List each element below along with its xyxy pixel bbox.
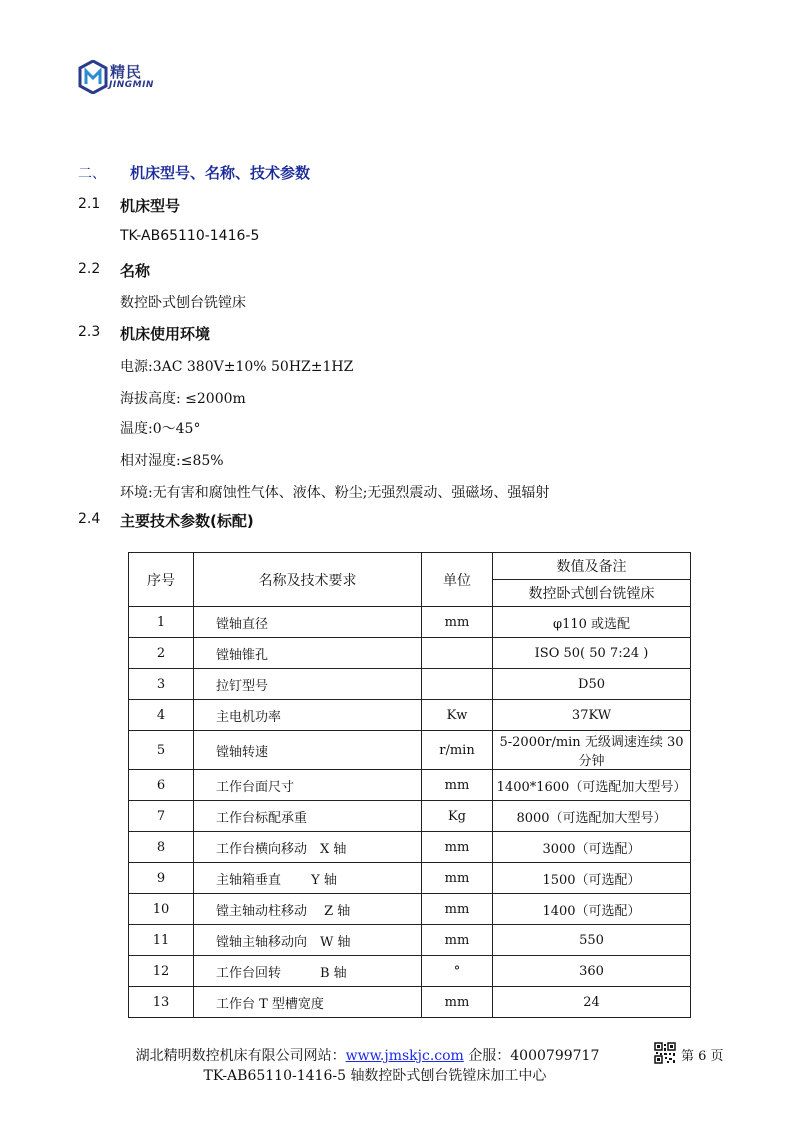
cell-value: 360: [493, 956, 691, 987]
header-name: 名称及技术要求: [194, 553, 422, 607]
table-row: [129, 925, 691, 956]
cell-name: 镗主轴动柱移动 Z 轴: [194, 894, 422, 925]
cell-value: 37KW: [493, 700, 691, 731]
machine-name: 数控卧式刨台铣镗床: [120, 295, 246, 311]
cell-no: 11: [129, 925, 194, 956]
section-number: 二、: [78, 166, 106, 182]
cell-value: 24: [493, 987, 691, 1018]
cell-no: 9: [129, 863, 194, 894]
cell-no: 4: [129, 700, 194, 731]
cell-value: 550: [493, 925, 691, 956]
logo-text-en: JINGMIN: [109, 80, 154, 90]
cell-unit: mm: [422, 987, 493, 1018]
cell-no: 10: [129, 894, 194, 925]
cell-value: 8000（可选配加大型号）: [493, 801, 691, 832]
env-conditions: 环境:无有害和腐蚀性气体、液体、粉尘;无强烈震动、强磁场、强辐射: [120, 485, 550, 501]
header-unit: 单位: [422, 553, 493, 607]
footer-subtitle-text: TK-AB65110-1416-5 轴数控卧式刨台铣镗床加工中心: [203, 1068, 547, 1084]
cell-unit: mm: [422, 607, 493, 638]
cell-no: 7: [129, 801, 194, 832]
cell-no: 6: [129, 770, 194, 801]
cell-no: 1: [129, 607, 194, 638]
section-title: 机床型号、名称、技术参数: [130, 164, 311, 182]
machine-model: TK-AB65110-1416-5: [120, 228, 260, 244]
cell-no: 5: [129, 731, 194, 770]
cell-name: 主轴箱垂直 Y 轴: [194, 863, 422, 894]
cell-unit: [422, 638, 493, 669]
table-row: [129, 770, 691, 801]
cell-value: D50: [493, 669, 691, 700]
item-title-2-3: 机床使用环境: [120, 325, 211, 343]
cell-name: 工作台横向移动 X 轴: [194, 832, 422, 863]
header-value-sub: 数控卧式刨台铣镗床: [493, 580, 691, 607]
cell-name: 工作台面尺寸: [194, 770, 422, 801]
cell-name: 镗轴直径: [194, 607, 422, 638]
cell-name: 镗轴主轴移动向 W 轴: [194, 925, 422, 956]
item-title-2-2: 名称: [120, 262, 151, 280]
cell-name: 拉钉型号: [194, 669, 422, 700]
cell-name: 镗轴转速: [194, 731, 422, 770]
cell-value: ISO 50( 50 7:24 ): [493, 638, 691, 669]
cell-name: 工作台标配承重: [194, 801, 422, 832]
spec-table: [128, 552, 691, 1018]
item-title-2-1: 机床型号: [120, 197, 181, 215]
page-number: 第 6 页: [681, 1049, 724, 1064]
cell-unit: mm: [422, 894, 493, 925]
cell-unit: °: [422, 956, 493, 987]
env-temperature: 温度:0～45°: [120, 421, 201, 437]
table-row: [129, 731, 691, 770]
footer-service: 企服：4000799717: [463, 1048, 600, 1064]
header-value-group: 数值及备注: [493, 553, 691, 580]
cell-no: 3: [129, 669, 194, 700]
cell-unit: Kw: [422, 700, 493, 731]
item-number-2-1: 2.1: [78, 196, 101, 212]
footer-contact: [0, 1045, 800, 1065]
cell-value: 3000（可选配）: [493, 832, 691, 863]
table-row: [129, 669, 691, 700]
cell-no: 12: [129, 956, 194, 987]
cell-value: 1400*1600（可选配加大型号）: [493, 770, 691, 801]
cell-name: 镗轴锥孔: [194, 638, 422, 669]
item-number-2-2: 2.2: [78, 261, 101, 277]
cell-unit: mm: [422, 925, 493, 956]
cell-no: 2: [129, 638, 194, 669]
cell-no: 13: [129, 987, 194, 1018]
cell-name: 工作台回转 B 轴: [194, 956, 422, 987]
env-humidity: 相对湿度:≤85%: [120, 453, 224, 469]
footer-company: 湖北精明数控机床有限公司网站：: [135, 1048, 346, 1064]
cell-name: 工作台 T 型槽宽度: [194, 987, 422, 1018]
table-row: [129, 700, 691, 731]
cell-unit: mm: [422, 863, 493, 894]
table-row: [129, 956, 691, 987]
cell-value: φ110 或选配: [493, 607, 691, 638]
table-row: [129, 832, 691, 863]
item-number-2-3: 2.3: [78, 324, 101, 340]
qr-code-icon: [654, 1042, 676, 1064]
table-row: [129, 863, 691, 894]
env-altitude: 海拔高度: ≤2000m: [120, 391, 246, 407]
footer-subtitle: [0, 1065, 800, 1085]
cell-value: 1400（可选配）: [493, 894, 691, 925]
cell-unit: mm: [422, 770, 493, 801]
cell-unit: Kg: [422, 801, 493, 832]
cell-unit: r/min: [422, 731, 493, 770]
cell-name: 主电机功率: [194, 700, 422, 731]
table-row: [129, 638, 691, 669]
item-title-2-4: 主要技术参数(标配): [120, 512, 254, 530]
jingmin-logo: [78, 60, 108, 94]
table-row: [129, 894, 691, 925]
cell-value: 5-2000r/min 无级调速连续 30 分钟: [493, 731, 691, 770]
footer-website-link[interactable]: www.jmskjc.com: [345, 1048, 464, 1064]
table-row: [129, 607, 691, 638]
env-power: 电源:3AC 380V±10% 50HZ±1HZ: [120, 359, 354, 375]
cell-unit: [422, 669, 493, 700]
cell-no: 8: [129, 832, 194, 863]
table-row: [129, 801, 691, 832]
table-row: [129, 987, 691, 1018]
logo-text-cn: 精民: [110, 63, 143, 81]
header-no: 序号: [129, 553, 194, 607]
item-number-2-4: 2.4: [78, 511, 101, 527]
cell-unit: mm: [422, 832, 493, 863]
cell-value: 1500（可选配）: [493, 863, 691, 894]
